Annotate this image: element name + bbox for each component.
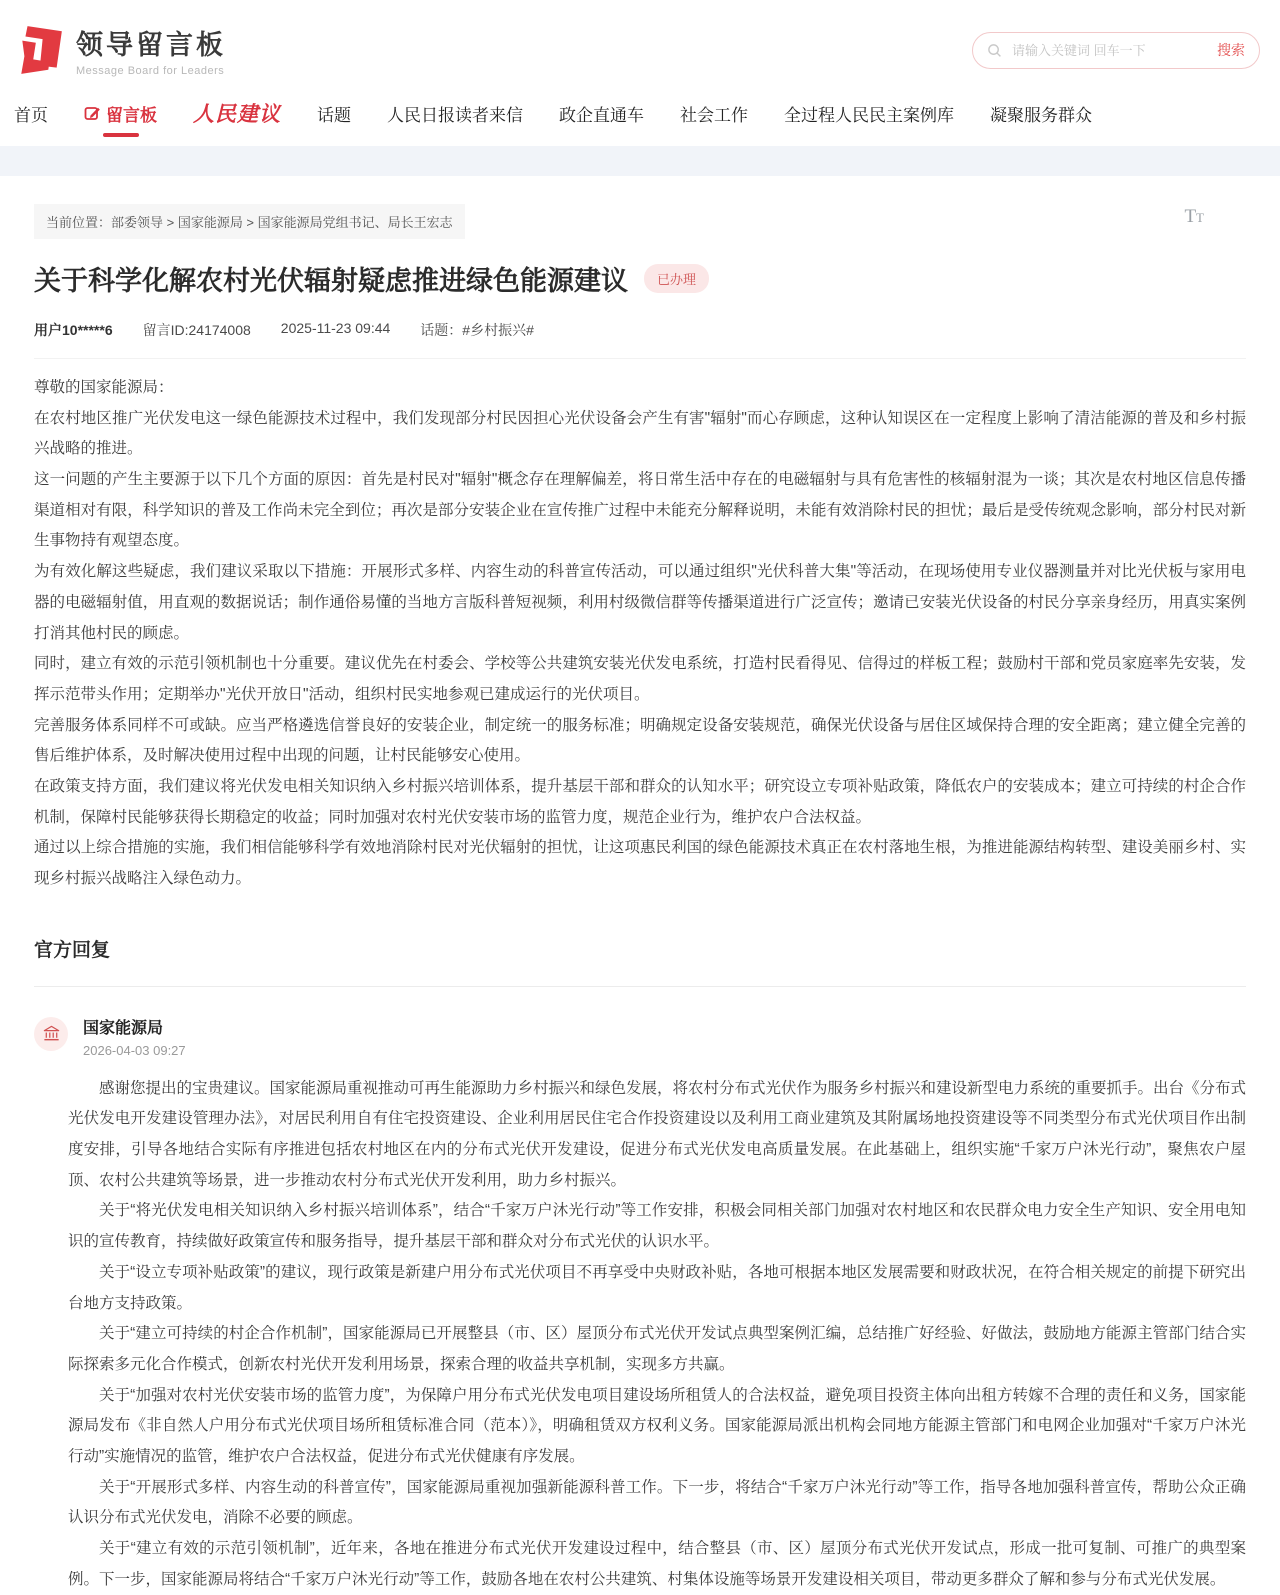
message-paragraph: 同时，建立有效的示范引领机制也十分重要。建议优先在村委会、学校等公共建筑安装光伏发电系统，打造村民看得见、信得过的样板工程；鼓励村干部和党员家庭率先安装，发挥示范带头作用；定期举办"光伏开放日"活动，组织村民实地参观已建成运行的光伏项目。 xyxy=(34,655,1246,703)
logo-title: 领导留言板 xyxy=(76,30,226,60)
search-button[interactable]: 搜索 xyxy=(1217,42,1245,58)
magnifier-icon xyxy=(987,43,1002,58)
nav-item-topics[interactable]: 话题 xyxy=(317,105,351,125)
content-area xyxy=(0,204,1280,1595)
main-nav xyxy=(0,88,1280,138)
meta-user: 用户10*****6 xyxy=(34,322,113,338)
reply-paragraph: 关于“建立有效的示范引领机制”，近年来，各地在推进分布式光伏开发建设过程中，结合整县（市、区）屋顶分布式光伏开发试点，形成一批可复制、可推广的典型案例。下一步，国家能源局将结合“千家万户沐光行动”等工作，鼓励各地在农村公共建筑、村集体设施等场景开发建设相关项目，带动更多群众了解和参与分布式光伏发展。 xyxy=(68,1540,1246,1588)
reply-paragraph: 关于“设立专项补贴政策”的建议，现行政策是新建户用分布式光伏项目不再享受中央财政补贴，各地可根据本地区发展需要和财政状况，在符合相关规定的前提下研究出台地方支持政策。 xyxy=(68,1263,1246,1312)
meta-topic[interactable]: 话题：#乡村振兴# xyxy=(420,322,534,338)
meta-date: 2025-11-23 09:44 xyxy=(280,320,391,336)
message-paragraph: 这一问题的产生主要源于以下几个方面的原因：首先是村民对"辐射"概念存在理解偏差，将日常生活中存在的电磁辐射与具有危害性的核辐射混为一谈；其次是农村地区信息传播渠道相对有限，科学知识的普及工作尚未完全到位；再次是部分安装企业在宣传推广过程中未能充分解释说明，未能有效消除村民的担忧；最后是受传统观念影响，部分村民对新生事物持有观望态度。 xyxy=(34,471,1246,550)
divider-band xyxy=(0,146,1280,176)
message-paragraph: 完善服务体系同样不可或缺。应当严格遴选信誉良好的安装企业，制定统一的服务标准；明确规定设备安装规范，确保光伏设备与居住区域保持合理的安全距离；建立健全完善的售后维护体系，及时解决使用过程中出现的问题，让村民能够安心使用。 xyxy=(34,716,1246,765)
government-building-icon xyxy=(42,1024,61,1043)
reply-divider xyxy=(34,986,1246,987)
search-input[interactable] xyxy=(1010,42,1209,59)
message-paragraph: 在农村地区推广光伏发电这一绿色能源技术过程中，我们发现部分村民因担心光伏设备会产生有害"辐射"而心存顾虑，这种认知误区在一定程度上影响了清洁能源的普及和乡村振兴战略的推进。 xyxy=(34,409,1246,458)
reply-paragraph: 感谢您提出的宝贵建议。国家能源局重视推动可再生能源助力乡村振兴和绿色发展，将农村分布式光伏作为服务乡村振兴和建设新型电力系统的重要抓手。出台《分布式光伏发电开发建设管理办法》，对居民利用自有住宅投资建设、企业利用居民住宅合作投资建设以及利用工商业建筑及其附属场地投资建设等不同类型分布式光伏项目作出制度安排，引导各地结合实际有序推进包括农村地区在内的分布式光伏开发建设，促进分布式光伏发电高质量发展。在此基础上，组织实施“千家万户沐光行动”，聚焦农户屋顶、农村公共建筑等场景，进一步推动农村分布式光伏开发利用，助力乡村振兴。 xyxy=(68,1079,1247,1189)
nav-item-reader-letters[interactable]: 人民日报读者来信 xyxy=(387,105,523,125)
status-badge: 已办理 xyxy=(644,264,709,293)
search-box[interactable] xyxy=(972,32,1260,69)
site-header xyxy=(0,0,1280,88)
message-paragraph: 尊敬的国家能源局： xyxy=(34,379,174,396)
speech-square-icon xyxy=(14,24,66,76)
pen-square-icon xyxy=(84,105,101,122)
reply-paragraph: 关于“建立可持续的村企合作机制”，国家能源局已开展整县（市、区）屋顶分布式光伏开发试点典型案例汇编，总结推广好经验、好做法，鼓励地方能源主管部门结合实际探索多元化合作模式，创新农村光伏开发利用场景，探索合理的收益共享机制，实现多方共赢。 xyxy=(68,1325,1246,1373)
message-paragraph: 在政策支持方面，我们建议将光伏发电相关知识纳入乡村振兴培训体系，提升基层干部和群众的认知水平；研究设立专项补贴政策，降低农户的安装成本；建立可持续的村企合作机制，保障村民能够获得长期稳定的收益；同时加强对农村光伏安装市场的监管力度，规范企业行为，维护农户合法权益。 xyxy=(34,777,1246,826)
logo-subtitle: Message Board for Leaders xyxy=(76,65,225,77)
reply-paragraph: 关于“将光伏发电相关知识纳入乡村振兴培训体系”，结合“千家万户沐光行动”等工作安排，积极会同相关部门加强对农村地区和农民群众电力安全生产知识、安全用电知识的宣传教育，持续做好政策宣传和服务指导，提升基层干部和群众对分布式光伏的认识水平。 xyxy=(68,1202,1246,1251)
message-paragraph: 为有效化解这些疑虑，我们建议采取以下措施：开展形式多样、内容生动的科普宣传活动，可以通过组织"光伏科普大集"等活动，在现场使用专业仪器测量并对比光伏板与家用电器的电磁辐射值，用直观的数据说话；制作通俗易懂的当地方言版科普短视频，利用村级微信群等传播渠道进行广泛宣传；邀请已安装光伏设备的村民分享亲身经历，用真实案例打消其他村民的顾虑。 xyxy=(34,563,1246,642)
avatar xyxy=(34,1017,68,1051)
nav-item-social-work[interactable]: 社会工作 xyxy=(680,105,748,125)
font-size-toggle[interactable]: TT xyxy=(1184,206,1204,227)
nav-item-service-masses[interactable]: 凝聚服务群众 xyxy=(990,105,1092,125)
reply-date: 2026-04-03 09:27 xyxy=(83,1042,186,1058)
reply-paragraph: 关于“开展形式多样、内容生动的科普宣传”，国家能源局重视加强新能源科普工作。下一步，将结合“千家万户沐光行动”等工作，指导各地加强科普宣传，帮助公众正确认识分布式光伏发电，消除不必要的顾虑。 xyxy=(68,1478,1246,1527)
post-meta xyxy=(34,320,1246,359)
meta-message-id: 留言ID:24174008 xyxy=(142,322,251,338)
reply-agency-name: 国家能源局 xyxy=(83,1019,164,1037)
nav-item-people-suggestion[interactable]: 人民建议 xyxy=(193,102,281,126)
message-body xyxy=(34,373,1246,895)
nav-item-label: 留言板 xyxy=(106,105,157,125)
nav-item-message-board[interactable] xyxy=(84,101,157,126)
page-title: 关于科学化解农村光伏辐射疑虑推进绿色能源建议 xyxy=(34,266,628,296)
breadcrumb[interactable]: 当前位置：部委领导 > 国家能源局 > 国家能源局党组书记、局长王宏志 xyxy=(34,204,465,239)
nav-item-democracy-cases[interactable]: 全过程人民民主案例库 xyxy=(784,105,954,125)
reply-body xyxy=(34,1074,1246,1595)
site-logo[interactable] xyxy=(14,23,226,77)
nav-item-home[interactable]: 首页 xyxy=(14,105,48,125)
text-size-icon: T xyxy=(1184,206,1197,227)
reply-paragraph: 关于“加强对农村光伏安装市场的监管力度”，为保障户用分布式光伏发电项目建设场所租赁人的合法权益，避免项目投资主体向出租方转嫁不合理的责任和义务，国家能源局发布《非自然人户用分布式光伏项目场所租赁标准合同（范本）》，明确租赁双方权利义务。国家能源局派出机构会同地方能源主管部门和电网企业加强对“千家万户沐光行动”实施情况的监管，维护农户合法权益，促进分布式光伏健康有序发展。 xyxy=(68,1386,1246,1465)
message-paragraph: 通过以上综合措施的实施，我们相信能够科学有效地消除村民对光伏辐射的担忧，让这项惠民利国的绿色能源技术真正在农村落地生根，为推进能源结构转型、建设美丽乡村、实现乡村振兴战略注入绿色动力。 xyxy=(34,839,1246,887)
nav-item-gov-biz-line[interactable]: 政企直通车 xyxy=(559,105,644,125)
official-reply-heading: 官方回复 xyxy=(34,939,111,961)
